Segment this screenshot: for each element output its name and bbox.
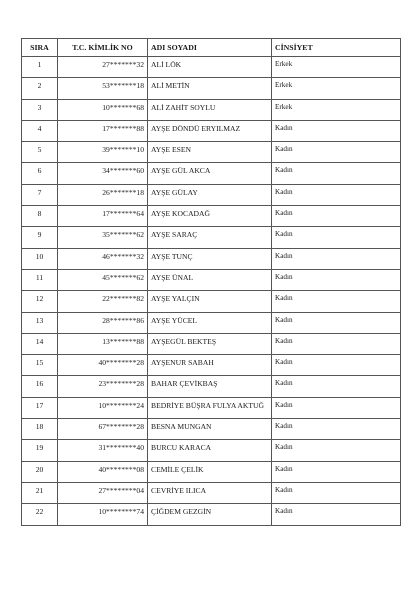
table-row (22, 206, 401, 227)
cinsiyet-cell: Kadın (272, 248, 401, 269)
row-number-cell: 15 (22, 355, 58, 376)
cinsiyet-cell: Kadın (272, 269, 401, 290)
adi-soyadi-cell: ÇİĞDEM GEZGİN (148, 504, 272, 525)
header-sira: SIRA (22, 39, 58, 57)
cinsiyet-cell: Kadın (272, 227, 401, 248)
cinsiyet-cell: Kadın (272, 376, 401, 397)
roster-table (21, 38, 401, 526)
row-number-cell: 14 (22, 333, 58, 354)
row-number-cell: 6 (22, 163, 58, 184)
cinsiyet-cell: Kadın (272, 440, 401, 461)
cinsiyet-cell: Kadın (272, 419, 401, 440)
row-number-cell: 5 (22, 142, 58, 163)
cinsiyet-cell: Kadın (272, 355, 401, 376)
adi-soyadi-cell: CEMİLE ÇELİK (148, 461, 272, 482)
tc-kimlik-no-cell: 40********28 (58, 355, 148, 376)
cinsiyet-cell: Erkek (272, 99, 401, 120)
row-number-cell: 19 (22, 440, 58, 461)
table-row (22, 440, 401, 461)
row-number-cell: 18 (22, 419, 58, 440)
row-number-cell: 20 (22, 461, 58, 482)
row-number-cell: 22 (22, 504, 58, 525)
adi-soyadi-cell: ALİ ZAHİT SOYLU (148, 99, 272, 120)
header-tc-kimlik-no: T.C. KİMLİK NO (58, 39, 148, 57)
row-number-cell: 10 (22, 248, 58, 269)
table-row (22, 291, 401, 312)
table-row (22, 376, 401, 397)
adi-soyadi-cell: AYŞENUR SABAH (148, 355, 272, 376)
row-number-cell: 4 (22, 120, 58, 141)
table-row (22, 482, 401, 503)
cinsiyet-cell: Kadın (272, 142, 401, 163)
tc-kimlik-no-cell: 53*******18 (58, 78, 148, 99)
row-number-cell: 9 (22, 227, 58, 248)
adi-soyadi-cell: AYŞE YALÇIN (148, 291, 272, 312)
adi-soyadi-cell: BEDRİYE BÜŞRA FULYA AKTUĞ (148, 397, 272, 418)
tc-kimlik-no-cell: 34*******60 (58, 163, 148, 184)
adi-soyadi-cell: AYŞEGÜL BEKTEŞ (148, 333, 272, 354)
cinsiyet-cell: Erkek (272, 57, 401, 78)
header-row (22, 39, 401, 57)
table-row (22, 99, 401, 120)
table-row (22, 504, 401, 525)
row-number-cell: 11 (22, 269, 58, 290)
table-row (22, 397, 401, 418)
adi-soyadi-cell: AYŞE GÜLAY (148, 184, 272, 205)
header-adi-soyadi: ADI SOYADI (148, 39, 272, 57)
cinsiyet-cell: Kadın (272, 163, 401, 184)
table-row (22, 120, 401, 141)
tc-kimlik-no-cell: 27*******32 (58, 57, 148, 78)
table-row (22, 419, 401, 440)
adi-soyadi-cell: AYŞE GÜL AKCA (148, 163, 272, 184)
row-number-cell: 3 (22, 99, 58, 120)
adi-soyadi-cell: BURCU KARACA (148, 440, 272, 461)
table-row (22, 333, 401, 354)
row-number-cell: 21 (22, 482, 58, 503)
tc-kimlik-no-cell: 35*******62 (58, 227, 148, 248)
tc-kimlik-no-cell: 27********04 (58, 482, 148, 503)
cinsiyet-cell: Kadın (272, 397, 401, 418)
adi-soyadi-cell: AYŞE DÖNDÜ ERYILMAZ (148, 120, 272, 141)
cinsiyet-cell: Kadın (272, 312, 401, 333)
table-row (22, 227, 401, 248)
tc-kimlik-no-cell: 28*******86 (58, 312, 148, 333)
table-row (22, 78, 401, 99)
adi-soyadi-cell: AYŞE KOCADAĞ (148, 206, 272, 227)
header-cinsiyet: CİNSİYET (272, 39, 401, 57)
cinsiyet-cell: Kadın (272, 482, 401, 503)
tc-kimlik-no-cell: 46*******32 (58, 248, 148, 269)
tc-kimlik-no-cell: 23********28 (58, 376, 148, 397)
tc-kimlik-no-cell: 13*******88 (58, 333, 148, 354)
adi-soyadi-cell: AYŞE SARAÇ (148, 227, 272, 248)
tc-kimlik-no-cell: 10********74 (58, 504, 148, 525)
cinsiyet-cell: Kadın (272, 504, 401, 525)
tc-kimlik-no-cell: 17*******64 (58, 206, 148, 227)
row-number-cell: 1 (22, 57, 58, 78)
row-number-cell: 16 (22, 376, 58, 397)
adi-soyadi-cell: AYŞE YÜCEL (148, 312, 272, 333)
cinsiyet-cell: Kadın (272, 120, 401, 141)
tc-kimlik-no-cell: 22*******82 (58, 291, 148, 312)
cinsiyet-cell: Kadın (272, 333, 401, 354)
tc-kimlik-no-cell: 31********40 (58, 440, 148, 461)
tc-kimlik-no-cell: 26*******18 (58, 184, 148, 205)
table-row (22, 184, 401, 205)
adi-soyadi-cell: BAHAR ÇEVİKBAŞ (148, 376, 272, 397)
adi-soyadi-cell: AYŞE ESEN (148, 142, 272, 163)
row-number-cell: 12 (22, 291, 58, 312)
adi-soyadi-cell: AYŞE ÜNAL (148, 269, 272, 290)
table-row (22, 142, 401, 163)
adi-soyadi-cell: ALİ LÖK (148, 57, 272, 78)
adi-soyadi-cell: CEVRİYE ILICA (148, 482, 272, 503)
table-row (22, 312, 401, 333)
tc-kimlik-no-cell: 67********28 (58, 419, 148, 440)
table-row (22, 269, 401, 290)
cinsiyet-cell: Kadın (272, 184, 401, 205)
adi-soyadi-cell: ALİ METİN (148, 78, 272, 99)
tc-kimlik-no-cell: 17*******88 (58, 120, 148, 141)
table-row (22, 355, 401, 376)
tc-kimlik-no-cell: 39*******10 (58, 142, 148, 163)
cinsiyet-cell: Kadın (272, 206, 401, 227)
table-row (22, 163, 401, 184)
row-number-cell: 17 (22, 397, 58, 418)
cinsiyet-cell: Erkek (272, 78, 401, 99)
tc-kimlik-no-cell: 10********24 (58, 397, 148, 418)
adi-soyadi-cell: BESNA MUNGAN (148, 419, 272, 440)
table-row (22, 461, 401, 482)
row-number-cell: 2 (22, 78, 58, 99)
adi-soyadi-cell: AYŞE TUNÇ (148, 248, 272, 269)
tc-kimlik-no-cell: 10*******68 (58, 99, 148, 120)
tc-kimlik-no-cell: 40********08 (58, 461, 148, 482)
table-row (22, 57, 401, 78)
cinsiyet-cell: Kadın (272, 461, 401, 482)
row-number-cell: 13 (22, 312, 58, 333)
row-number-cell: 7 (22, 184, 58, 205)
row-number-cell: 8 (22, 206, 58, 227)
tc-kimlik-no-cell: 45*******62 (58, 269, 148, 290)
cinsiyet-cell: Kadın (272, 291, 401, 312)
table-row (22, 248, 401, 269)
